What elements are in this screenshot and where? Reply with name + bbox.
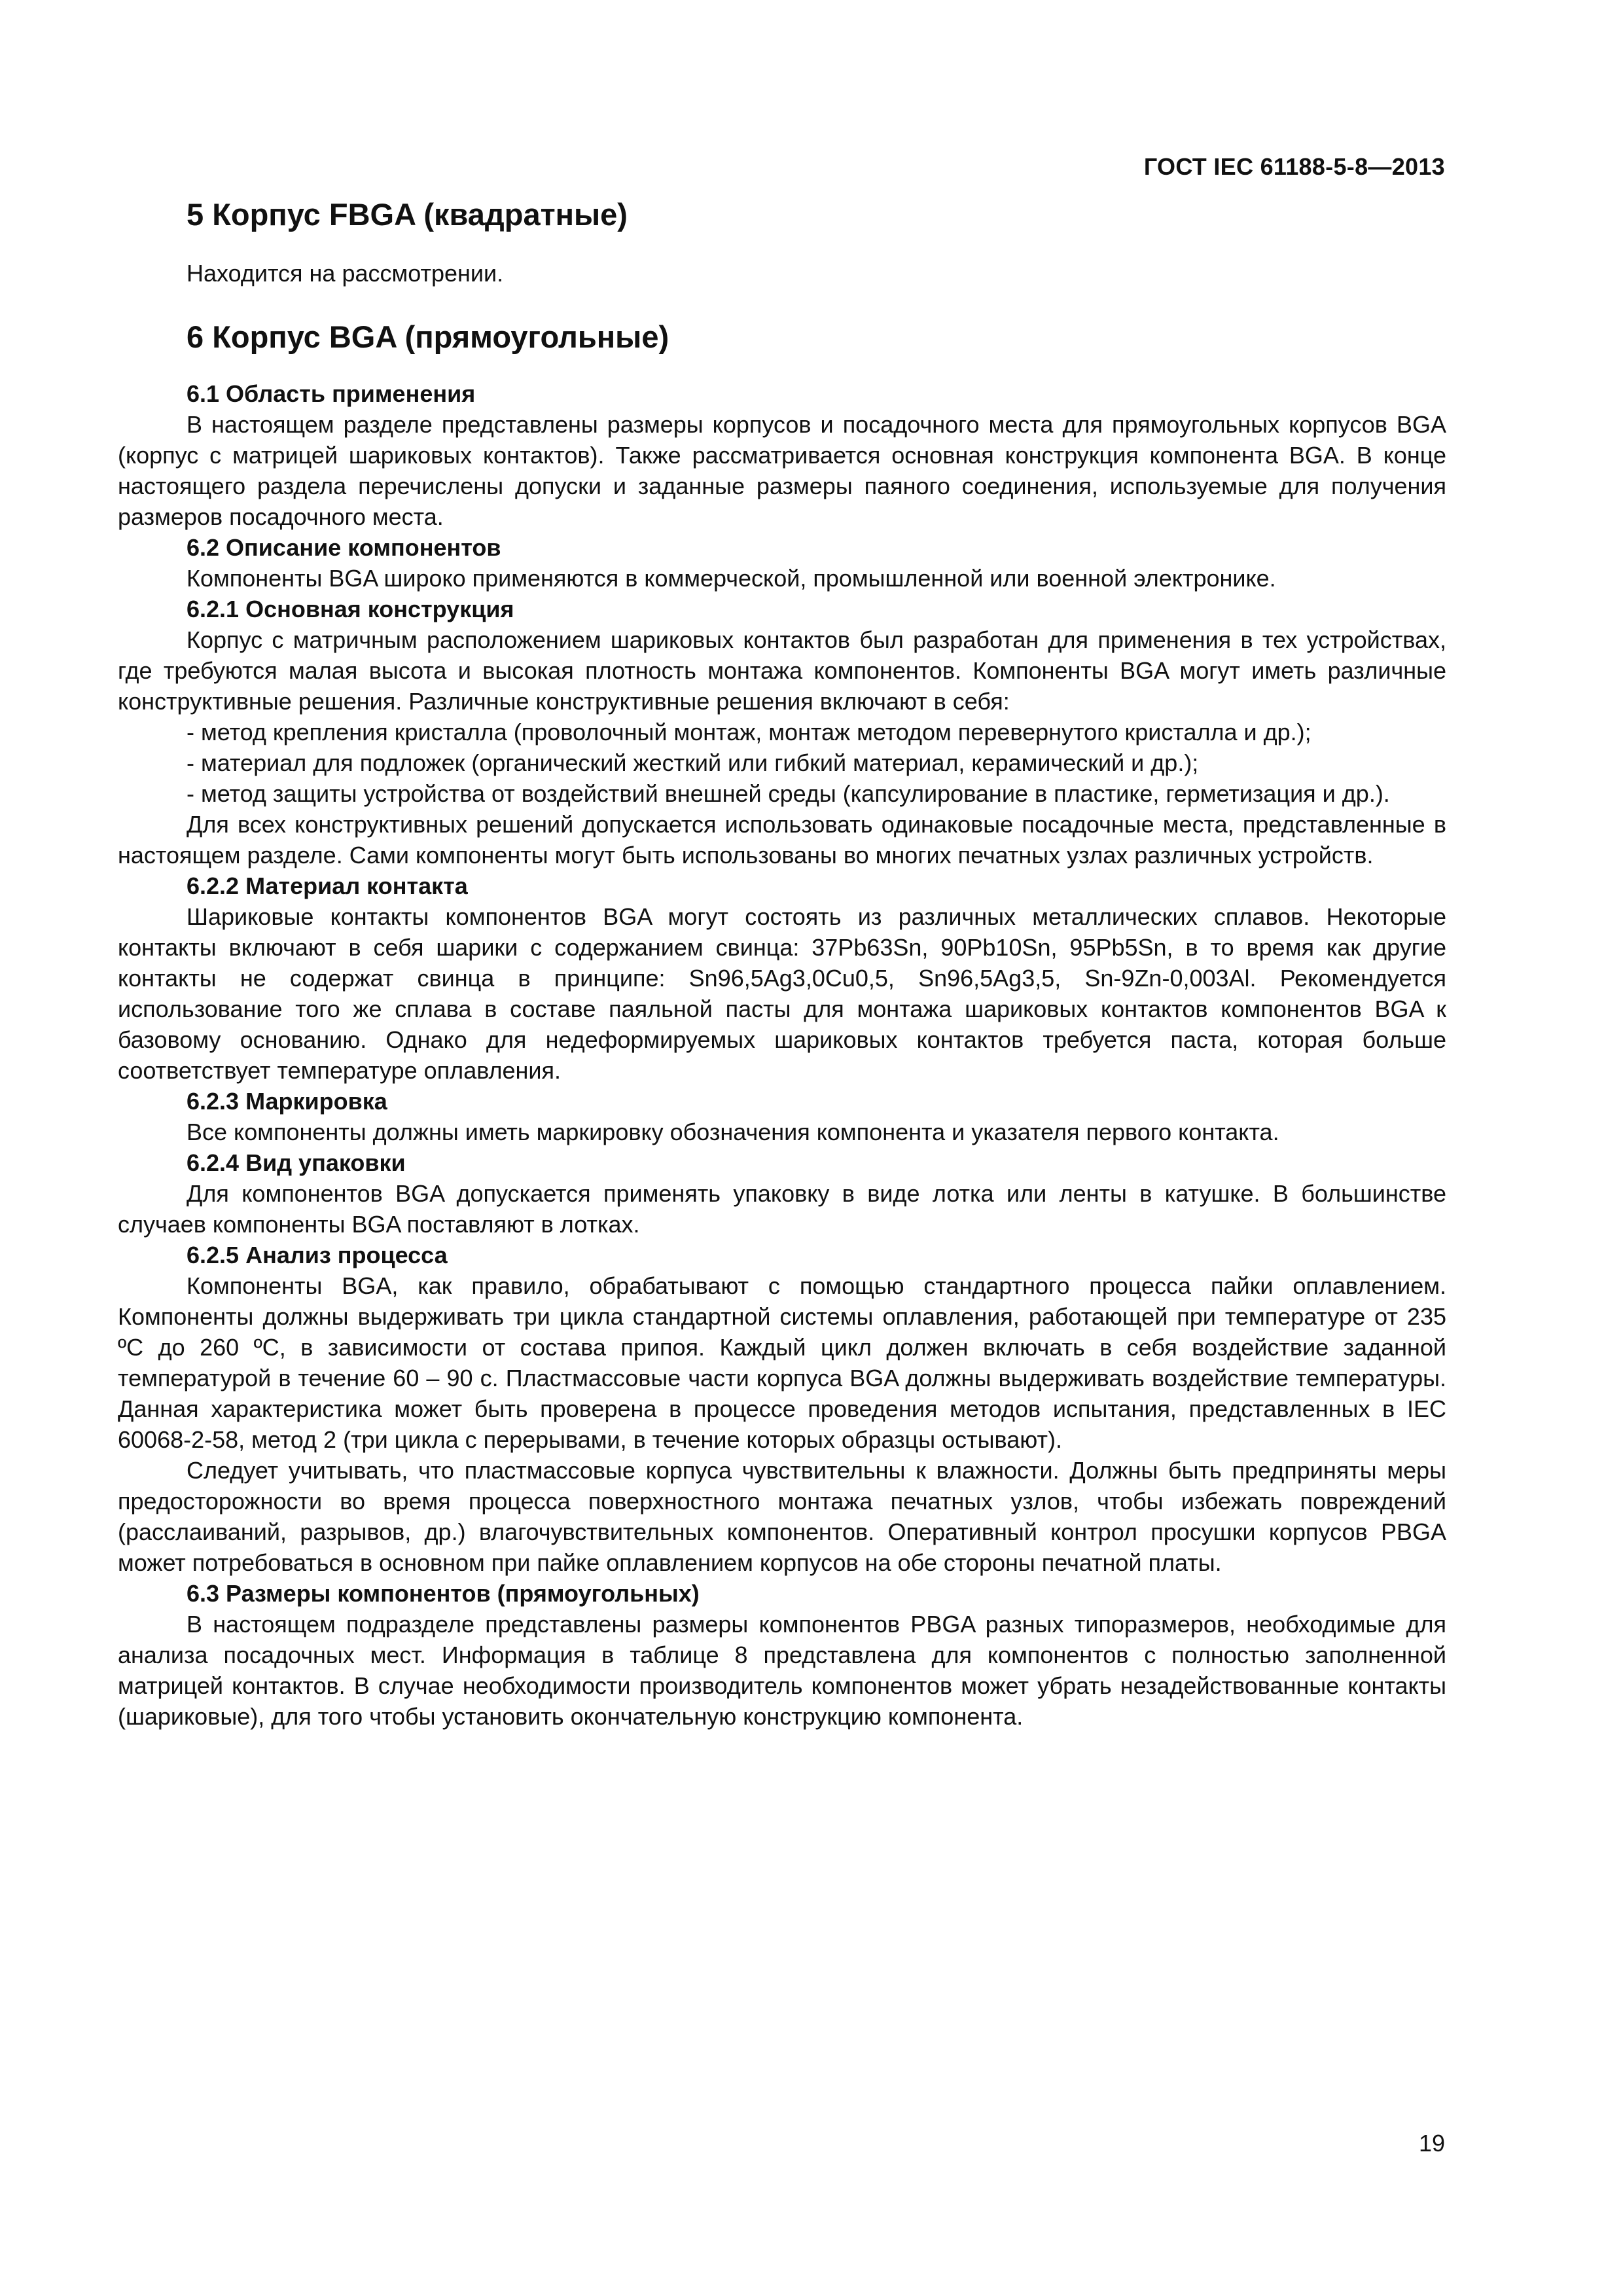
section-6-3-title: 6.3 Размеры компонентов (прямоугольных) — [187, 1579, 700, 1607]
section-6-2-1-paragraph-2: Для всех конструктивных решений допускается использовать одинаковые посадочные места, представленные в настоящем разделе. Сами компоненты могут быть использованы во многих печатных узлах различных устройств. — [118, 810, 1446, 869]
section-6-2-5-paragraph: Компоненты BGA, как правило, обрабатывают с помощью стандартного процесса пайки оплавлением. Компоненты должны выдерживать три цикла стандартной системы оплавления, работающей при температуре от 235 ºC до 260 ºC, в зависимости от состава припоя. Каждый цикл должен включать в себя воздействие заданной температурой в течение 60 – 90 с. Пластмассовые части корпуса BGA должны выдерживать воздействие температуры. Данная характеристика может быть проверена в процессе проведения методов испытания, представленных в IEC 60068-2-58, метод 2 (три цикла с перерывами, в течение которых образцы остывают). — [118, 1272, 1446, 1453]
section-6-2-3-title: 6.2.3 Маркировка — [187, 1087, 387, 1115]
section-5-text: Находится на рассмотрении. — [187, 260, 504, 287]
section-6-2-1-paragraph: Корпус с матричным расположением шариковых контактов был разработан для применения в тех устройствах, где требуются малая высота и высокая плотность монтажа компонентов. Компоненты BGA могут иметь различные конструктивные решения. Различные конструктивные решения включают в себя: — [118, 626, 1446, 715]
section-6-2-3-paragraph: Все компоненты должны иметь маркировку обозначения компонента и указателя первого контакта. — [187, 1118, 1279, 1145]
section-6-2-1-title: 6.2.1 Основная конструкция — [187, 595, 514, 622]
section-6-2-2-paragraph: Шариковые контакты компонентов BGA могут состоять из различных металлических сплавов. Некоторые контакты включают в себя шарики с содержанием свинца: 37Pb63Sn, 90Pb10Sn, 95Pb5Sn, в то время как другие контакты не содержат свинца в принципе: Sn96,5Ag3,0Cu0,5, Sn96,5Ag3,5, Sn-9Zn-0,003Al. Рекомендуется использование того же сплава в составе паяльной пасты для монтажа шариковых контактов компонентов BGA к базовому основанию. Однако для недеформируемых шариковых контактов требуется паста, которая больше соответствует температуре оплавления. — [118, 903, 1446, 1084]
section-6-2-4-title: 6.2.4 Вид упаковки — [187, 1149, 406, 1176]
section-5-title: 5 Корпус FBGA (квадратные) — [187, 197, 628, 232]
list-item: - метод защиты устройства от воздействий внешней среды (капсулирование в пластике, герметизация и др.). — [187, 780, 1390, 807]
section-6-2-4-paragraph: Для компонентов BGA допускается применять упаковку в виде лотка или ленты в катушке. В большинстве случаев компоненты BGA поставляют в лотках. — [118, 1179, 1446, 1238]
page-content — [118, 196, 1446, 1732]
section-6-3-paragraph: В настоящем подразделе представлены размеры компонентов PBGA разных типоразмеров, необходимые для анализа посадочных мест. Информация в таблице 8 представлена для компонентов с полностью заполненной матрицей контактов. В случае необходимости производитель компонентов может убрать незадействованные контакты (шариковые), для того чтобы установить окончательную конструкцию компонента. — [118, 1610, 1446, 1730]
section-6-1-paragraph: В настоящем разделе представлены размеры корпусов и посадочного места для прямоугольных корпусов BGA (корпус с матрицей шариковых контактов). Также рассматривается основная конструкция компонента BGA. В конце настоящего раздела перечислены допуски и заданные размеры паяного соединения, используемые для получения размеров посадочного места. — [118, 410, 1446, 530]
list-item: - материал для подложек (органический жесткий или гибкий материал, керамический и др.); — [187, 749, 1199, 776]
standard-code: ГОСТ IEC 61188-5-8—2013 — [1143, 153, 1445, 180]
section-6-1-title: 6.1 Область применения — [187, 380, 476, 407]
page-number: 19 — [1418, 2130, 1445, 2157]
section-6-title: 6 Корпус BGA (прямоугольные) — [187, 319, 669, 355]
section-6-2-title: 6.2 Описание компонентов — [187, 533, 501, 561]
list-item: - метод крепления кристалла (проволочный монтаж, монтаж методом перевернутого кристалла и др.); — [187, 718, 1311, 745]
section-6-2-5-title: 6.2.5 Анализ процесса — [187, 1241, 448, 1268]
section-6-2-5-paragraph-2: Следует учитывать, что пластмассовые корпуса чувствительны к влажности. Должны быть предприняты меры предосторожности во время процесса поверхностного монтажа печатных узлов, чтобы избежать повреждений (расслаиваний, разрывов, др.) влагочувствительных компонентов. Оперативный контрол просушки корпусов PBGA может потребоваться в основном при пайке оплавлением корпусов на обе стороны печатной платы. — [118, 1456, 1446, 1576]
section-6-2-2-title: 6.2.2 Материал контакта — [187, 872, 468, 899]
section-6-2-paragraph: Компоненты BGA широко применяются в коммерческой, промышленной или военной электронике. — [187, 564, 1276, 592]
